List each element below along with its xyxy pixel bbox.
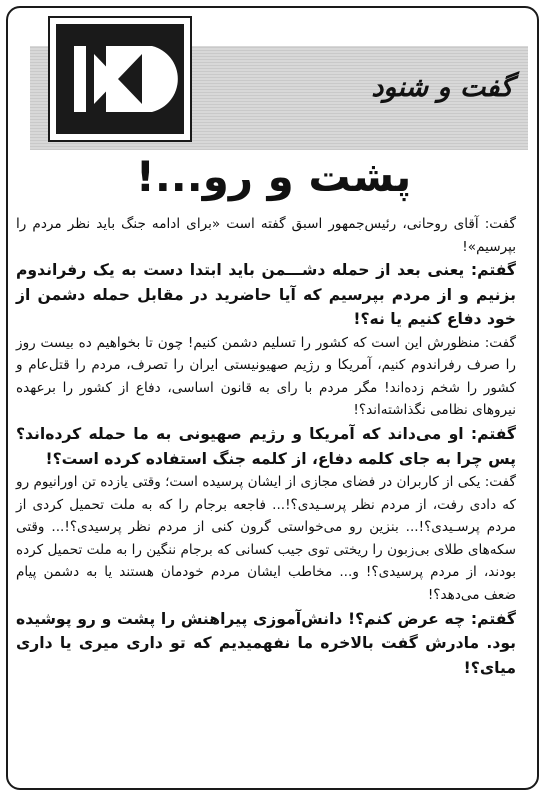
article-body <box>16 213 532 680</box>
answer-paragraph: گفت: یکی از کاربران در فضای مجازی از ایشان پرسیده است؛ وقتی یازده تن اورانیوم رو که دادی رفت، از مردم نظر پرسـیدی؟!... فاجعه برجام را که به ملت تحمیل کردی از مردم پرسـیدی؟!... بنزین رو می‌خواستی گرون کنی از مردم نظر پرسیدی؟!... وقتی سکه‌های طلای بی‌زبون را ریختی توی جیب کسانی که برجام ننگین را به ملت تحمیل کرده بودند، از مردم پرسیدی؟! و... مخاطب ایشان مردم خودمان هستند یا به دشمن پیام ضعف می‌دهد؟! <box>16 474 516 604</box>
publication-logo <box>48 16 192 142</box>
question-paragraph: گفتم: او می‌داند که آمریکا و رژیم صهیونی به ما حمله کرده‌اند؟ پس چرا به جای کلمه دفاع، از کلمه جنگ استفاده کرده است؟! <box>16 425 516 468</box>
question-paragraph: گفتم: چه عرض کنم؟! دانش‌آموزی پیراهنش را پشت و رو پوشیده بود. مادرش گفت بالاخره ما نفهمیدیم که تو داری میری یا داری میای؟! <box>16 609 516 677</box>
answer-paragraph: گفت: منظورش این است که کشور را تسلیم دشمن کنیم! چون تا بخواهیم ده بیست روز را صرف رفراندوم کنیم، آمریکا و رژیم صهیونیستی ایران را تصرف، مردم را قتل‌عام و کشور را شخم زده‌اند! مگر مردم با رای به قانون اساسی، دفاع از کشور را برعهده نیروهای نظامی نگذاشته‌اند؟! <box>16 334 516 419</box>
question-paragraph: گفتم: یعنی بعد از حمله دشـــمن باید ابتدا دست به یک رفراندوم بزنیم و از مردم بپرسیم که آیا حاضرید در مقابل حمله دشمن از خود دفاع کنیم یا نه؟! <box>16 261 516 329</box>
section-title: گفت و شنود <box>371 72 513 103</box>
article-headline: پشت و رو...! <box>135 152 412 201</box>
publication-logo-icon <box>56 24 184 134</box>
answer-paragraph: گفت: آقای روحانی، رئیس‌جمهور اسبق گفته است «برای ادامه جنگ باید نظر مردم را بپرسیم»! <box>16 216 516 255</box>
